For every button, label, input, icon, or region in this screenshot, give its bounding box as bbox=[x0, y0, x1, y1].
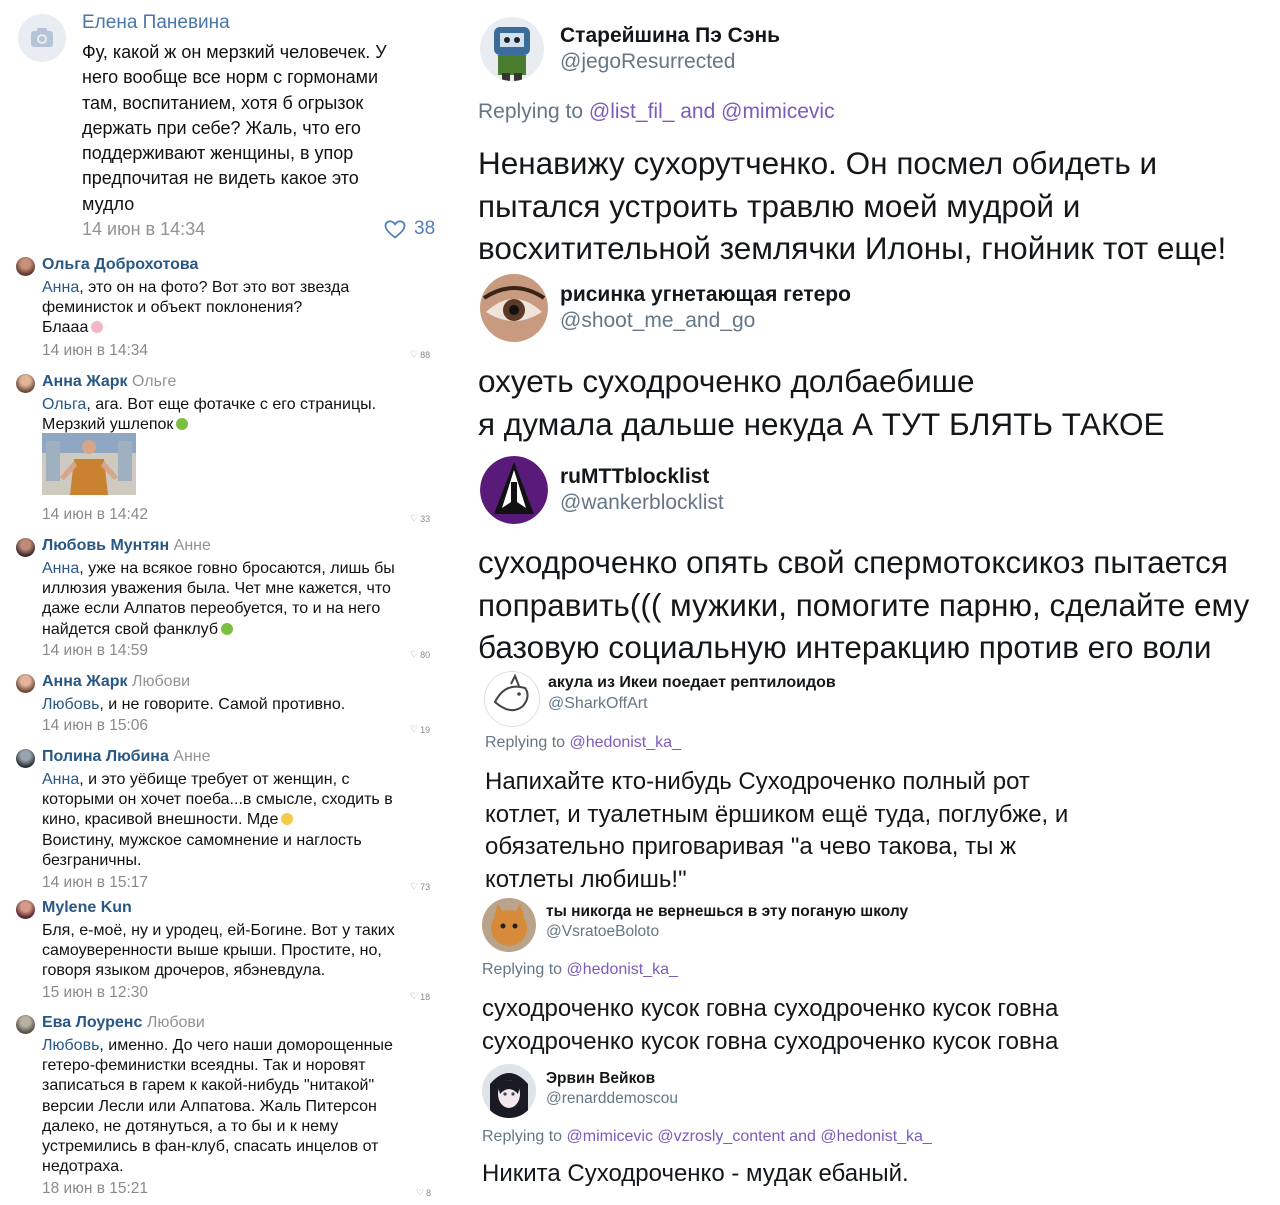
comment-text: Бля, е-моё, ну и уродец, ей-Богине. Вот у таких самоуверенности выше крыши. Простите, но, говоря языком дрочеров, ябэневдула. bbox=[42, 922, 395, 980]
avatar[interactable] bbox=[480, 456, 548, 524]
tweet-text: суходроченко опять свой спермотоксикоз пытается поправить((( мужики, помогите парню, сделайте ему базовую социальную интеракцию против его воли bbox=[478, 544, 1250, 665]
list-item bbox=[0, 537, 450, 665]
reply-mentions[interactable]: @mimicevic @vzrosly_content and @hedonist_ka_ bbox=[566, 1128, 932, 1145]
list-item bbox=[0, 1014, 450, 1204]
emoji-icon bbox=[281, 813, 293, 825]
comment-text bbox=[42, 695, 442, 715]
list-item bbox=[0, 256, 450, 364]
replying-to: Replying to @mimicevic @vzrosly_content and @hedonist_ka_ bbox=[482, 1128, 932, 1145]
avatar[interactable] bbox=[16, 538, 35, 557]
reply-mention[interactable]: Анна bbox=[42, 279, 80, 296]
heart-icon bbox=[384, 220, 406, 239]
tweet-text: охуеть суходроченко долбаебише я думала дальше некуда А ТУТ БЛЯТЬ ТАКОЕ bbox=[478, 363, 1165, 442]
comment-date[interactable]: 14 июн в 15:17 bbox=[42, 874, 149, 891]
comment-author[interactable]: Ева Лоуренс bbox=[42, 1014, 143, 1031]
comment-author[interactable]: Елена Паневина bbox=[82, 12, 230, 33]
comment-text: Ольга, ага. Вот еще фотачке с его страницы. Мерзкий ушлепок bbox=[42, 396, 377, 434]
reply-mentions[interactable]: @hedonist_ka_ bbox=[569, 734, 681, 751]
avatar[interactable] bbox=[482, 1064, 536, 1118]
comment-date[interactable]: 14 июн в 14:42 bbox=[42, 506, 149, 523]
comment-author[interactable]: Mylene Kun bbox=[42, 899, 132, 916]
tweet bbox=[460, 272, 1280, 452]
tweet-author-name[interactable]: рисинка угнетающая гетеро bbox=[560, 283, 851, 306]
comment-line: , это он на фото? Вот это вот звезда bbox=[79, 279, 350, 296]
reply-mention[interactable]: Любовь bbox=[42, 1037, 100, 1054]
comment-date[interactable]: 14 июн в 14:59 bbox=[42, 642, 149, 659]
avatar[interactable] bbox=[16, 1015, 35, 1034]
comment-line: , ага. Вот еще фотачке с его страницы. bbox=[86, 396, 377, 413]
avatar[interactable] bbox=[484, 671, 540, 727]
like-button[interactable] bbox=[384, 218, 435, 240]
comment-line: , именно. До чего наши доморощенные bbox=[99, 1037, 393, 1054]
vk-main-comment bbox=[0, 0, 450, 250]
like-button[interactable]: ♡ 19 bbox=[410, 724, 431, 735]
avatar[interactable] bbox=[480, 274, 548, 342]
comment-author[interactable]: Ольга Доброхотова bbox=[42, 256, 199, 273]
like-button[interactable]: ♡ 88 bbox=[410, 349, 431, 360]
reply-target[interactable]: Анне bbox=[173, 537, 211, 554]
tweet-text: Никита Суходроченко - мудак ебаный. bbox=[482, 1160, 909, 1187]
comment-line: , и это уёбище требует от женщин, с bbox=[79, 771, 350, 788]
avatar[interactable] bbox=[16, 257, 35, 276]
comment-date[interactable]: 14 июн в 14:34 bbox=[82, 219, 206, 239]
like-button[interactable]: ♡ 33 bbox=[410, 513, 431, 524]
avatar[interactable] bbox=[16, 749, 35, 768]
like-button[interactable]: ♡ 8 bbox=[416, 1187, 432, 1198]
heart-icon: ♡ bbox=[416, 1187, 425, 1197]
reply-mentions[interactable]: @list_fil_ and @mimicevic bbox=[588, 100, 835, 123]
replying-to: Replying to @hedonist_ka_ bbox=[485, 734, 681, 751]
reply-target[interactable]: Любови bbox=[132, 673, 191, 690]
comment-date[interactable]: 15 июн в 12:30 bbox=[42, 984, 149, 1001]
replying-to: Replying to @hedonist_ka_ bbox=[482, 961, 678, 978]
tweet-handle[interactable]: @shoot_me_and_go bbox=[560, 309, 756, 332]
comment-date[interactable]: 14 июн в 15:06 bbox=[42, 717, 149, 734]
tweet-author-name[interactable]: ты никогда не вернешься в эту поганую школу bbox=[546, 903, 909, 920]
camera-icon[interactable] bbox=[18, 14, 66, 62]
tweet-handle[interactable]: @renarddemoscou bbox=[546, 1090, 679, 1107]
tweet bbox=[460, 1060, 1280, 1205]
tweet-author-name[interactable]: Старейшина Пэ Сэнь bbox=[560, 24, 781, 47]
comment-text: Анна, и это уёбище требует от женщин, с которыми он хочет поеба...в смысле, сходить в кино, красивой внешности. Мде Воистину, мужское самомнение и наглость безграничны. bbox=[42, 771, 393, 869]
comment-author[interactable]: Полина Любина bbox=[42, 748, 169, 765]
list-item bbox=[0, 899, 450, 1007]
comment-text: Анна, уже на всякое говно бросаются, лишь бы иллюзия уважения была. Чет мне кажется, что даже если Алпатов переобуется, то и на него найдется свой фанклуб bbox=[42, 560, 395, 638]
like-button[interactable]: ♡ 73 bbox=[410, 881, 431, 892]
tweet-author-name[interactable]: акула из Икеи поедает рептилоидов bbox=[548, 674, 836, 691]
comment-text: Анна, это он на фото? Вот это вот звезда феминисток и объект поклонения? Блааа bbox=[42, 279, 350, 337]
avatar[interactable] bbox=[16, 674, 35, 693]
heart-icon: ♡ bbox=[410, 349, 419, 359]
attached-photo[interactable] bbox=[42, 433, 136, 495]
comment-text: Фу, какой ж он мерзкий человечек. У него вообще все норм с гормонами там, воспитанием, хотя б огрызок держать при себе? Жаль, что его поддерживают женщины, в упор предпочитая не видеть какое это мудло bbox=[82, 42, 387, 214]
tweet-handle[interactable]: @wankerblocklist bbox=[560, 491, 724, 514]
emoji-icon bbox=[221, 623, 233, 635]
tweet-text: суходроченко кусок говна суходроченко кусок говна суходроченко кусок говна суходроченко кусок говна bbox=[482, 995, 1059, 1055]
comment-line: , уже на всякое говно бросаются, лишь бы bbox=[79, 560, 395, 577]
reply-target[interactable]: Анне bbox=[173, 748, 211, 765]
tweet-text: Напихайте кто-нибудь Суходроченко полный рот котлет, и туалетным ёршиком ещё туда, поглубже, и обязательно приговаривая "а чево такова, ты ж котлеты любишь!" bbox=[485, 768, 1069, 893]
replying-to: Replying to @list_fil_ and @mimicevic bbox=[478, 100, 835, 123]
avatar[interactable] bbox=[480, 17, 544, 81]
comment-author[interactable]: Анна Жарк bbox=[42, 373, 128, 390]
heart-icon: ♡ bbox=[410, 991, 419, 1001]
tweet bbox=[460, 0, 1280, 272]
tweet-text: Ненавижу сухорутченко. Он посмел обидеть и пытался устроить травлю моей мудрой и восхитительной землячки Илоны, гнойник тот еще! bbox=[478, 145, 1227, 266]
comment-line: , и не говорите. Самой противно. bbox=[99, 696, 346, 713]
avatar[interactable] bbox=[16, 900, 35, 919]
heart-icon: ♡ bbox=[410, 881, 419, 891]
comment-author[interactable]: Анна Жарк bbox=[42, 673, 128, 690]
tweet-author-name[interactable]: Эрвин Вейков bbox=[546, 1070, 656, 1087]
tweet-handle[interactable]: @jegoResurrected bbox=[560, 50, 736, 73]
comment-date[interactable]: 14 июн в 14:34 bbox=[42, 342, 149, 359]
list-item bbox=[0, 748, 450, 896]
heart-icon: ♡ bbox=[410, 649, 419, 659]
list-item bbox=[0, 673, 450, 739]
reply-mention[interactable]: Анна bbox=[42, 771, 80, 788]
emoji-icon bbox=[91, 321, 103, 333]
heart-icon: ♡ bbox=[410, 724, 419, 734]
reply-mentions[interactable]: @hedonist_ka_ bbox=[566, 961, 678, 978]
emoji-icon bbox=[176, 418, 188, 430]
reply-target[interactable]: Любови bbox=[146, 1014, 205, 1031]
reply-target[interactable]: Ольге bbox=[132, 373, 177, 390]
comment-author[interactable]: Любовь Мунтян bbox=[42, 537, 170, 554]
heart-icon: ♡ bbox=[410, 513, 419, 523]
tweet-author-name[interactable]: ruMTTblocklist bbox=[560, 465, 710, 488]
list-item bbox=[0, 373, 450, 528]
tweet-handle[interactable]: @SharkOffArt bbox=[548, 695, 648, 712]
comment-text: Любовь, именно. До чего наши доморощенные гетеро-феминистки всеядны. Так и норовят записаться в гарем к какой-нибудь "нитакой" версии Лесли или Алпатова. Жаль Питерсон далеко, не дотянуться, а то бы и к нему устремились в фан-клуб, спасать инцелов от недотраха. bbox=[42, 1037, 393, 1176]
tweet bbox=[460, 895, 1280, 1060]
reply-mention[interactable]: Ольга bbox=[42, 396, 87, 413]
reply-mention[interactable]: Анна bbox=[42, 560, 80, 577]
avatar[interactable] bbox=[482, 898, 536, 952]
like-count: 38 bbox=[414, 218, 436, 239]
tweet bbox=[460, 665, 1280, 895]
comment-date[interactable]: 18 июн в 15:21 bbox=[42, 1180, 149, 1197]
tweet bbox=[460, 452, 1280, 665]
like-button[interactable]: ♡ 80 bbox=[410, 649, 431, 660]
like-button[interactable]: ♡ 18 bbox=[410, 991, 431, 1002]
avatar[interactable] bbox=[16, 374, 35, 393]
reply-mention[interactable]: Любовь bbox=[42, 696, 100, 713]
tweet-handle[interactable]: @VsratoeBoloto bbox=[546, 923, 660, 940]
